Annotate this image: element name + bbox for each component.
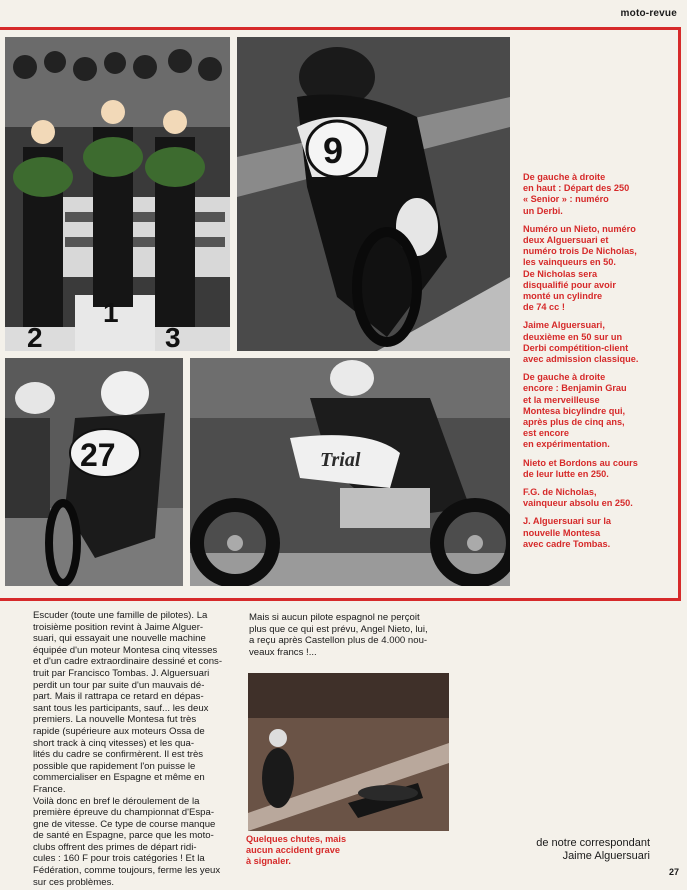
byline [500, 837, 650, 863]
podium-number-1: 1 [103, 297, 119, 328]
page-number: 27 [668, 867, 679, 877]
crash-photo-caption: Quelques chutes, mais aucun accident grave à signaler. [246, 834, 347, 866]
article-column-2: Mais si aucun pilote espagnol ne perçoit plus que ce qui est prévu, Angel Nieto, lui, a reçu après Castellon plus de 4.000 nou- veaux francs !... [249, 612, 428, 658]
podium-photo [5, 37, 230, 351]
rider-nine-number: 9 [323, 130, 344, 171]
caption-6: F.G. de Nicholas, vainqueur absolu en 250. [523, 487, 633, 509]
byline-line-2: Jaime Alguersuari [562, 850, 650, 862]
trial-bike-photo [190, 358, 510, 586]
caption-3: Jaime Alguersuari, deuxième en 50 sur un Derbi compétition-client avec admission classique. [523, 320, 639, 365]
trial-bike-brand: Trial [320, 449, 361, 471]
crash-photo [248, 673, 449, 831]
podium-number-3: 3 [165, 322, 181, 351]
rider-27-photo [5, 358, 183, 586]
podium-number-2: 2 [27, 322, 43, 351]
caption-1: De gauche à droite en haut : Départ des 250 « Senior » : numéro un Derbi. [523, 172, 630, 216]
magazine-header: moto-revue [620, 8, 677, 19]
caption-4: De gauche à droite encore : Benjamin Grau et la merveilleuse Montesa bicylindre qui, après plus de cinq ans, est encore en expérimentation. [523, 372, 627, 450]
byline-line-1: de notre correspondant [536, 837, 650, 849]
article-column-1: Escuder (toute une famille de pilotes). La troisième position revint à Jaime Alguer- suari, qui essayait une nouvelle machine équipée d'un moteur Montesa cinq vitesses et d'un cadre extraordinaire dessiné et cons- truit par Francisco Tombas. J. Alguersuari perdit un tour par suite d'un mauvais dé- part. Mais il rattrapa ce retard en dépas- sant tous les participants, sauf... les deux premiers. La nouvelle Montesa fut très rapide (supérieure aux moteurs Ossa de short track à cinq vitesses) et les qua- lités du cadre se confirmèrent. Il est très possible que rapidement l'on puisse le commercialiser en Espagne et même en France. Voilà donc en bref le déroulement de la première épreuve du championnat d'Espa- gne de vitesse. Ce type de course manque de santé en Espagne, parce que les moto- clubs offrent des primes de départ ridi- cules : 160 F pour trois catégories ! Et la Fédération, comme toujours, ferme les yeux sur ces problèmes. [33, 610, 223, 888]
caption-7: J. Alguersuari sur la nouvelle Montesa avec cadre Tombas. [523, 516, 611, 549]
photo-captions [523, 172, 673, 557]
caption-5: Nieto et Bordons au cours de leur lutte en 250. [523, 457, 638, 479]
rider-27-number: 27 [80, 437, 116, 473]
caption-2: Numéro un Nieto, numéro deux Alguersuari et numéro trois De Nicholas, les vainqueurs en 50. De Nicholas sera disqualifié pour avoir monté un cylindre de 74 cc ! [523, 223, 637, 313]
rider-nine-photo [237, 37, 510, 351]
